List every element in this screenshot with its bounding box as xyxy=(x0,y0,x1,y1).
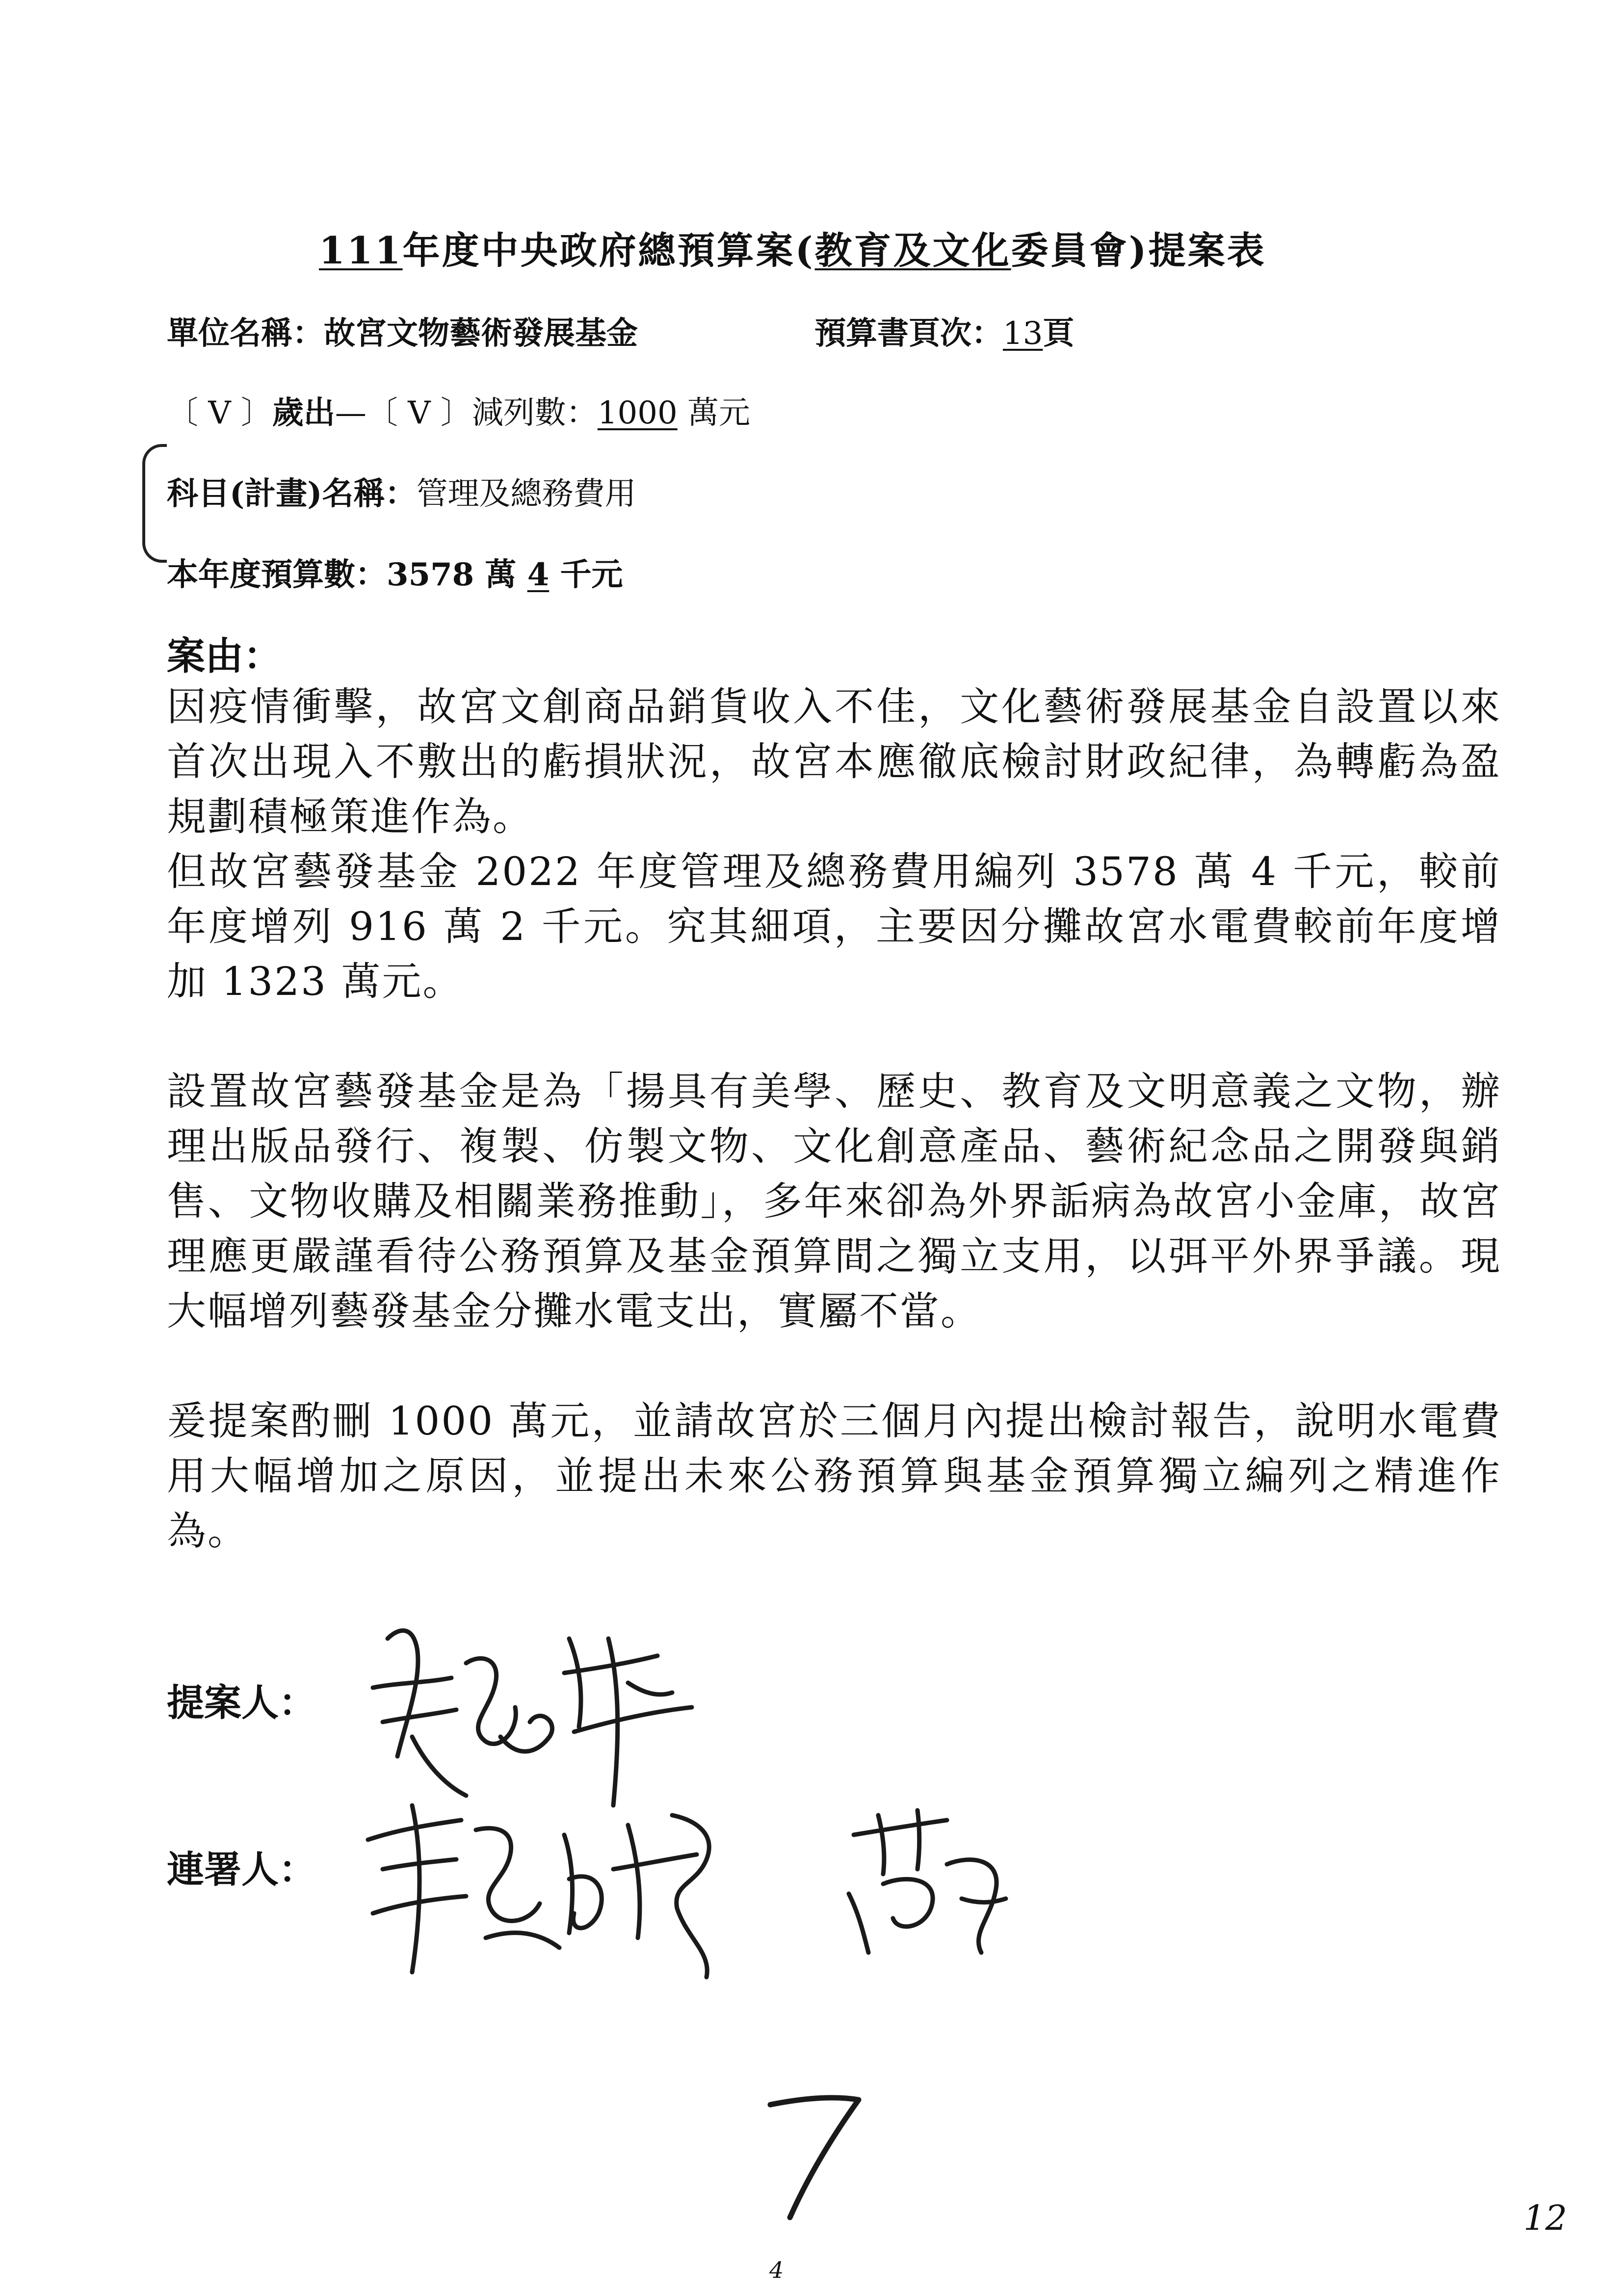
title-year: 111 xyxy=(319,229,403,272)
subject-label: 科目(計畫)名稱： xyxy=(167,475,417,512)
budget-label: 本年度預算數： xyxy=(167,556,387,593)
reduce-unit: 萬元 xyxy=(677,395,751,431)
checkbox-reduce: 〔 V 〕 xyxy=(366,395,472,431)
page-ref xyxy=(814,308,1074,353)
reduce-value: 1000 xyxy=(597,395,678,431)
budget-value-b: 4 xyxy=(527,556,550,593)
reason-label: 案由： xyxy=(167,634,282,678)
bottom-page-mark: 4 xyxy=(769,2257,784,2283)
unit-line xyxy=(167,308,638,353)
title-part2: 委員會)提案表 xyxy=(1011,229,1266,272)
cosigner-signature-1 xyxy=(353,1791,785,1997)
unit-label: 單位名稱： xyxy=(167,315,324,352)
handwritten-number-7 xyxy=(736,2080,883,2227)
reason-paragraph-3: 設置故宮藝發基金是為「揚具有美學、歷史、教育及文明意義之文物，辦理出版品發行、複製、仿製文物、文化創意產品、藝術紀念品之開發與銷售、文物收購及相關業務推動」，多年來卻為外界詬病為故宮小金庫，故宮理應更嚴謹看待公務預算及基金預算間之獨立支用，以弭平外界爭議。現大幅增列藝發基金分攤水電支出，實屬不當。 xyxy=(167,1069,1501,1334)
checkbox-expenditure: 〔 V 〕 xyxy=(167,395,272,431)
reason-paragraph-4: 爰提案酌刪 1000 萬元，並請故宮於三個月內提出檢討報告，說明水電費用大幅增加之原因，並提出未來公務預算與基金預算獨立編列之精進作為。 xyxy=(167,1398,1501,1554)
budget-value-a: 3578 萬 xyxy=(387,556,527,593)
page-unit: 頁 xyxy=(1043,315,1074,352)
cosigner-signature-2 xyxy=(834,1805,1030,1962)
budget-value-c: 千元 xyxy=(549,556,623,593)
subject-value: 管理及總務費用 xyxy=(416,476,636,512)
reason-paragraph-1: 因疫情衝擊，故宮文創商品銷貨收入不佳，文化藝術發展基金自設置以來首次出現入不敷出的虧損狀況，故宮本應徹底檢討財政紀律，為轉虧為盈規劃積極策進作為。 xyxy=(167,684,1501,839)
document-title xyxy=(319,221,1266,274)
expenditure-label: 歲出 xyxy=(272,394,335,431)
bracket-mark xyxy=(142,444,167,563)
reason-body xyxy=(167,679,1501,1559)
cosigner-label: 連署人： xyxy=(167,1848,316,1891)
subject-line xyxy=(167,469,636,514)
reduce-label: 減列數： xyxy=(471,395,598,431)
expenditure-line xyxy=(167,388,750,433)
proposer-signature xyxy=(353,1609,726,1815)
proposer-label: 提案人： xyxy=(167,1681,316,1724)
title-committee: 教育及文化 xyxy=(814,229,1011,272)
budget-line xyxy=(167,549,623,595)
page-label: 預算書頁次： xyxy=(814,315,1003,352)
expenditure-dash: — xyxy=(335,395,367,431)
unit-value: 故宮文物藝術發展基金 xyxy=(324,315,638,352)
corner-page-mark: 12 xyxy=(1523,2198,1568,2238)
page-value: 13 xyxy=(1003,315,1043,352)
title-part1: 年度中央政府總預算案( xyxy=(402,229,815,272)
reason-paragraph-2: 但故宮藝發基金 2022 年度管理及總務費用編列 3578 萬 4 千元，較前年度增列 916 萬 2 千元。究其細項，主要因分攤故宮水電費較前年度增加 1323 萬元。 xyxy=(167,849,1501,1004)
